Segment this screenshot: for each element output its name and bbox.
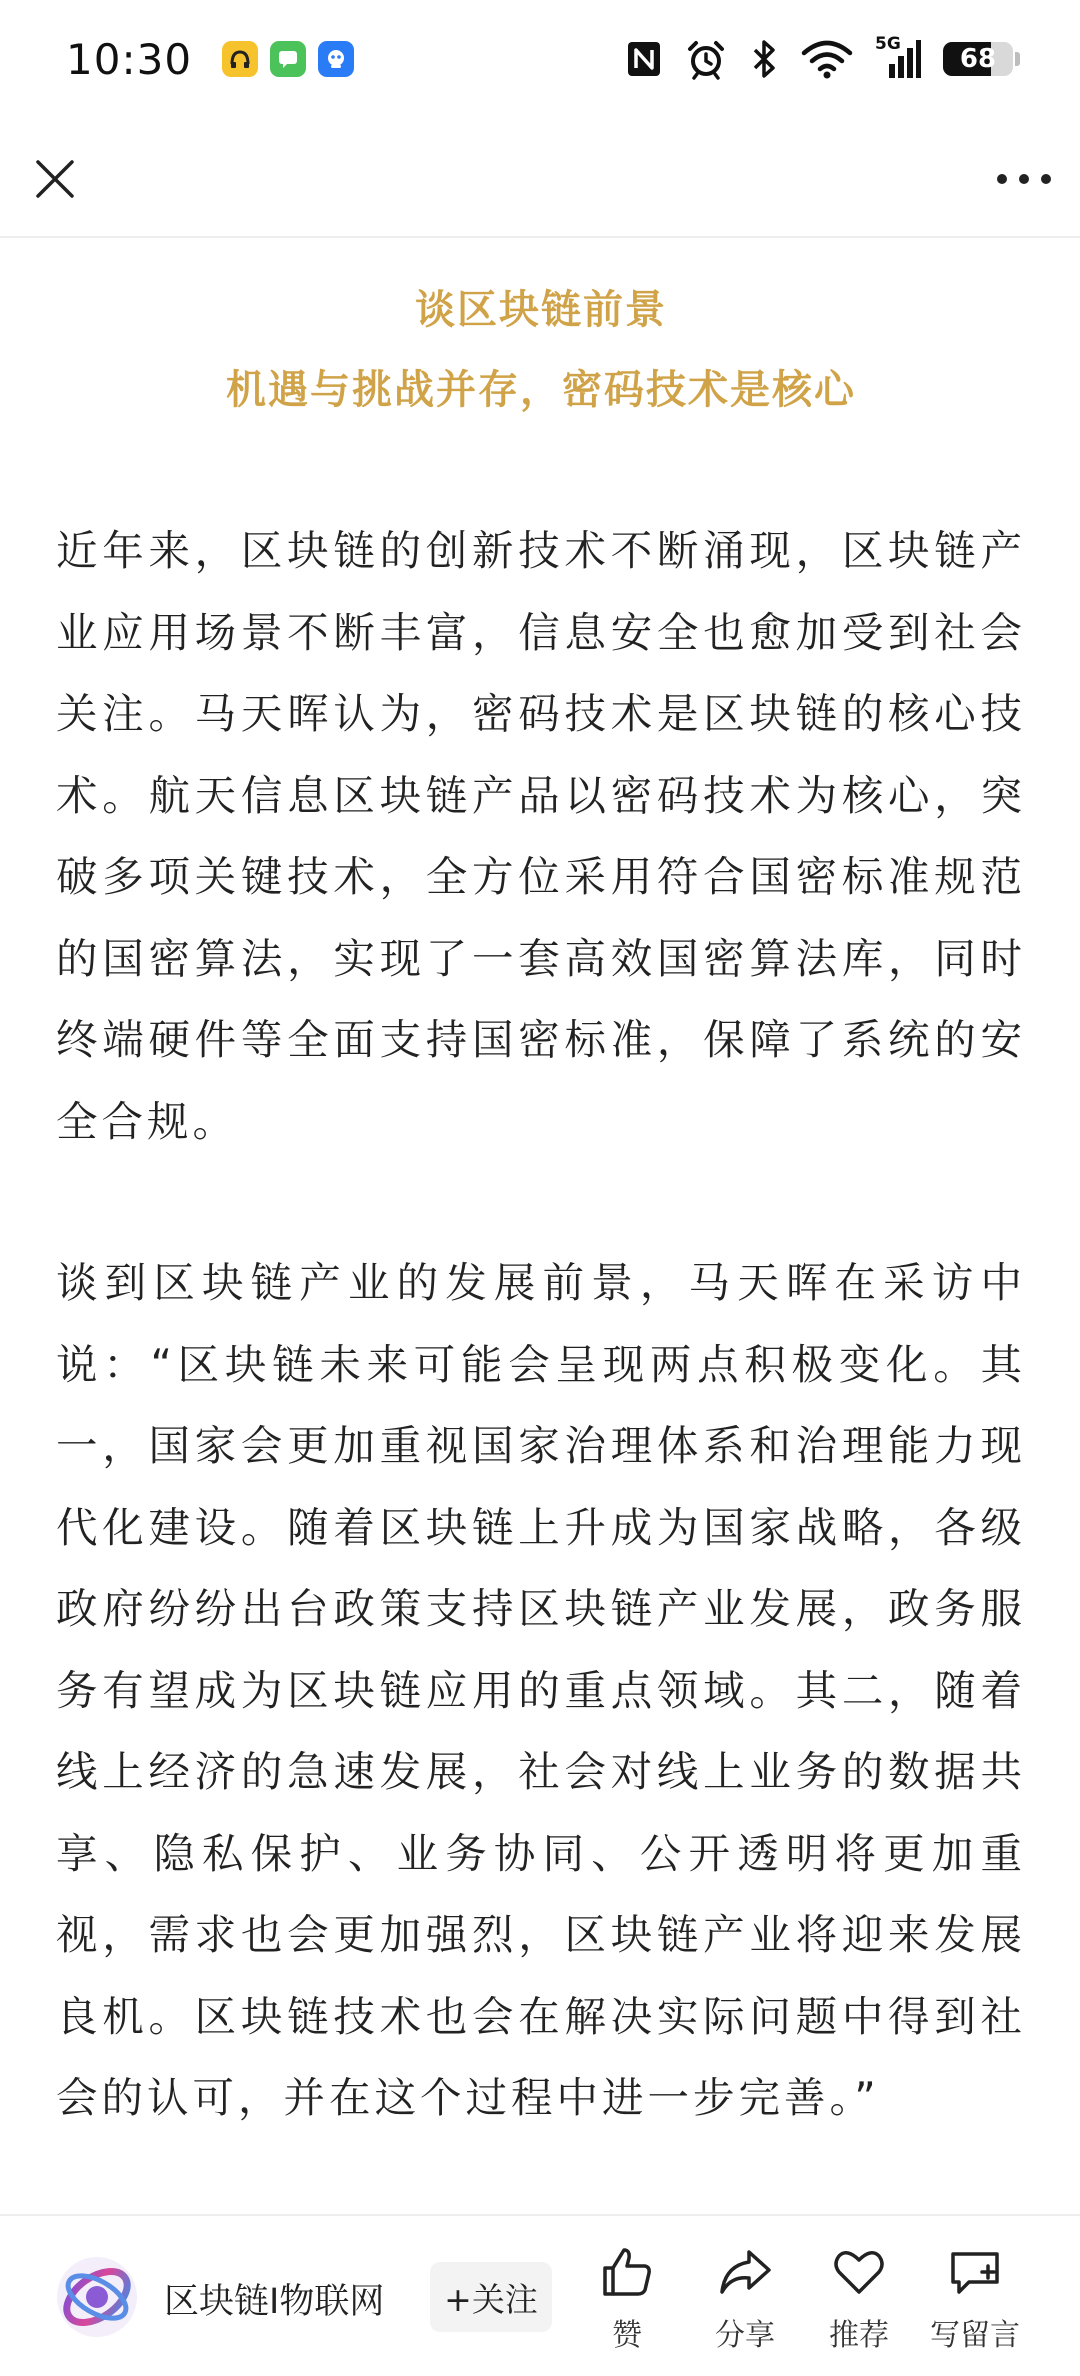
alarm-icon xyxy=(685,38,727,80)
like-button[interactable] xyxy=(572,2244,682,2354)
comment-button[interactable] xyxy=(920,2244,1030,2354)
more-icon xyxy=(996,173,1052,185)
chat-notification-icon xyxy=(318,41,354,77)
heart-icon xyxy=(831,2244,887,2300)
notification-icons xyxy=(222,41,354,77)
comment-label: 写留言 xyxy=(930,2318,1020,2353)
battery-icon xyxy=(943,42,1013,76)
status-time: 10:30 xyxy=(66,34,193,84)
article-content xyxy=(56,270,1026,2139)
network-type: 5G xyxy=(875,34,901,54)
article-paragraph-1: 近年来，区块链的创新技术不断涌现，区块链产业应用场景不断丰富，信息安全也愈加受到社会关注。马天晖认为，密码技术是区块链的核心技术。航天信息区块链产品以密码技术为核心，突破多项关键技术，全方位采用符合国密标准规范的国密算法，实现了一套高效国密算法库，同时终端硬件等全面支持国密标准，保障了系统的安全合规。 xyxy=(56,526,1026,1146)
article-paragraph-2: 谈到区块链产业的发展前景，马天晖在采访中说：“区块链未来可能会呈现两点积极变化。其一，国家会更加重视国家治理体系和治理能力现代化建设。随着区块链上升成为国家战略，各级政府纷纷出台政策支持区块链产业发展，政务服务有望成为区块链应用的重点领域。其二，随着线上经济的急速发展，社会对线上业务的数据共享、隐私保护、业务协同、公开透明将更加重视，需求也会更加强烈，区块链产业将迎来发展良机。区块链技术也会在解决实际问题中得到社会的认可，并在这个过程中进一步完善。” xyxy=(56,1258,1026,2122)
section-subtitle-line2: 机遇与挑战并存，密码技术是核心 xyxy=(226,367,856,413)
battery-level: 68 xyxy=(959,44,997,74)
nfc-icon xyxy=(625,39,663,79)
status-indicators xyxy=(625,34,1020,80)
close-button[interactable] xyxy=(24,148,86,210)
like-label: 赞 xyxy=(612,2318,642,2353)
bottom-action-bar xyxy=(0,2214,1080,2376)
account-avatar[interactable] xyxy=(54,2254,140,2340)
recommend-button[interactable] xyxy=(804,2244,914,2354)
thumbs-up-icon xyxy=(599,2244,655,2300)
share-button[interactable] xyxy=(690,2244,800,2354)
recommend-label: 推荐 xyxy=(829,2318,889,2353)
follow-button[interactable]: +关注 xyxy=(430,2262,552,2332)
close-icon xyxy=(35,159,75,199)
bluetooth-icon xyxy=(749,38,779,80)
message-notification-icon xyxy=(270,41,306,77)
battery-cap xyxy=(1015,52,1020,66)
app-notification-icon xyxy=(222,41,258,77)
more-button[interactable] xyxy=(988,148,1060,210)
account-name[interactable]: 区块链I物联网 xyxy=(164,2282,385,2322)
top-nav xyxy=(0,118,1080,238)
status-bar xyxy=(0,0,1080,118)
cellular-signal-icon xyxy=(875,34,921,80)
battery-indicator xyxy=(943,42,1020,76)
share-label: 分享 xyxy=(715,2318,775,2353)
section-subtitle-line1: 谈区块链前景 xyxy=(415,287,667,333)
share-icon xyxy=(717,2244,773,2300)
wifi-icon xyxy=(801,39,853,79)
write-comment-icon xyxy=(947,2244,1003,2300)
